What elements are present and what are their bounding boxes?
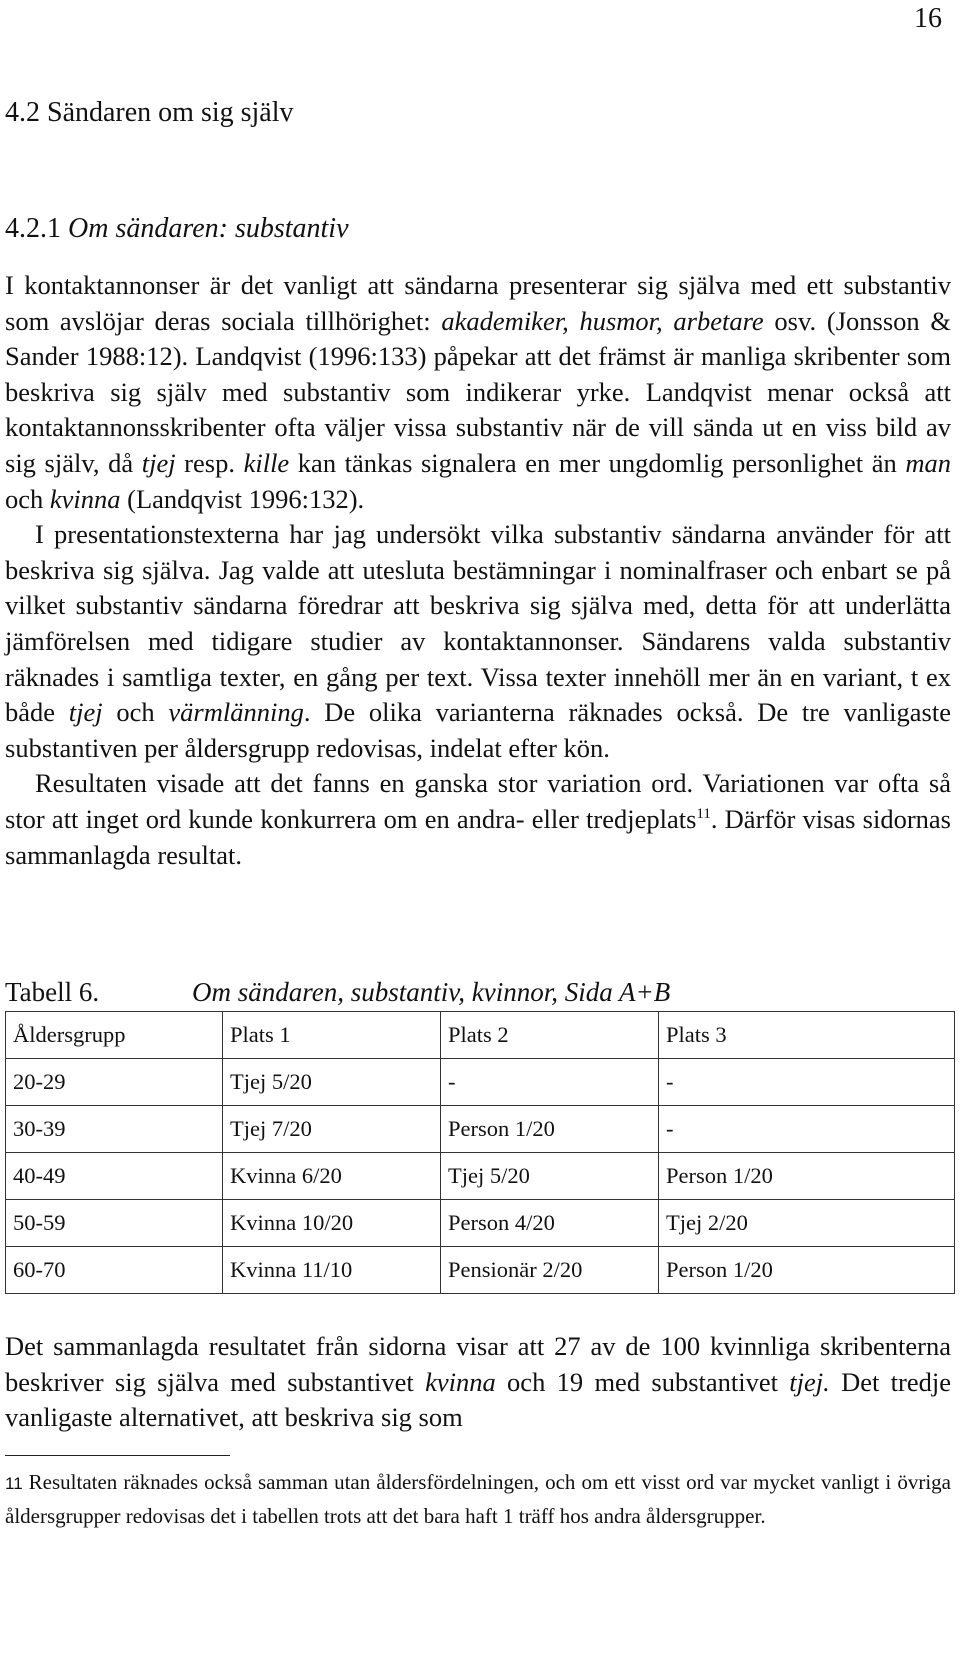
- text-span: och: [102, 697, 169, 728]
- table-row: [6, 1106, 955, 1153]
- table-label: Tabell 6.: [5, 977, 100, 1007]
- word-kvinna: kvinna: [425, 1366, 496, 1397]
- example-words: akademiker, husmor, arbetare: [441, 305, 764, 336]
- table-cell: Person 1/20: [659, 1247, 955, 1294]
- page-number: 16: [914, 3, 942, 34]
- table-cell: Pensionär 2/20: [441, 1247, 659, 1294]
- header-cell: Plats 1: [223, 1012, 441, 1059]
- footnote: [5, 1466, 951, 1533]
- text-span: och 19 med substantivet: [495, 1366, 790, 1397]
- table-cell: -: [659, 1059, 955, 1106]
- footnote-reference[interactable]: 11: [696, 806, 711, 823]
- table-cell: Person 1/20: [659, 1153, 955, 1200]
- text-span: . Därför visas sidornas sammanlagda resultat.: [5, 803, 951, 870]
- table-cell: Kvinna 11/10: [223, 1247, 441, 1294]
- subsection-heading: [5, 211, 349, 247]
- table-cell: Person 1/20: [441, 1106, 659, 1153]
- table-cell: Kvinna 6/20: [223, 1153, 441, 1200]
- table-caption: [5, 974, 671, 1010]
- table-row: [6, 1200, 955, 1247]
- table-cell: Kvinna 10/20: [223, 1200, 441, 1247]
- table-cell: 20-29: [6, 1059, 223, 1106]
- text-span: kan tänkas signalera en mer ungdomlig personlighet än: [289, 447, 906, 478]
- word-tjej: tjej: [141, 447, 176, 478]
- footnote-text: Resultaten räknades också samman utan åldersfördelningen, och om ett visst ord var mycket vanligt i övriga åldersgrupper redovisas det i tabellen trots att det bara haft 1 träff hos andra åldersgrupper.: [5, 1470, 951, 1528]
- table-row: [6, 1247, 955, 1294]
- results-table: [5, 1011, 955, 1294]
- table-row: [6, 1153, 955, 1200]
- table-cell: Tjej 2/20: [659, 1200, 955, 1247]
- text-span: och: [5, 483, 50, 514]
- text-span: Det sammanlagda resultatet från sidorna visar att 27 av de 100 kvinnliga skribenterna beskriver sig själva med substantivet: [5, 1331, 951, 1397]
- table-title: Om sändaren, substantiv, kvinnor, Sida A+B: [192, 977, 671, 1007]
- header-cell: Plats 3: [659, 1012, 955, 1059]
- word-varmlanning: värmlänning: [168, 697, 304, 728]
- text-span: . De olika varianterna räknades också. De tre vanligaste substantiven per åldersgrupp redovisas, indelat efter kön.: [5, 697, 951, 763]
- footnote-number: 11: [5, 1474, 23, 1493]
- word-kvinna: kvinna: [49, 483, 121, 514]
- text-span: I presentationstexterna har jag undersökt vilka substantiv sändarna använder för att beskriva sig själva. Jag valde att utesluta bestämningar i nominalfraser och enbart se på vilket substantiv sändarna föredrar att beskriva sig själva med, detta för att underlätta jämförelsen med tidigare studier av kontaktannonser. Sändarens valda substantiv räknades i samtliga texter, en gång per text. Vissa texter innehöll mer än en variant, t ex både: [5, 519, 951, 728]
- text-span: (Landqvist 1996:132).: [120, 483, 365, 514]
- footnote-divider: [5, 1455, 230, 1456]
- table-cell: -: [659, 1106, 955, 1153]
- table-cell: -: [441, 1059, 659, 1106]
- subsection-number: 4.2.1: [5, 213, 61, 244]
- word-man: man: [905, 447, 951, 478]
- section-heading: 4.2 Sändaren om sig själv: [5, 97, 294, 128]
- body-text: [5, 268, 951, 873]
- text-span: osv. (Jonsson & Sander 1988:12). Landqvist (1996:133) påpekar att det främst är manliga skribenter som beskriva sig själv med substantiv som indikerar yrke. Landqvist menar också att kontaktannonsskribenter ofta väljer vissa substantiv när de vill sända ut en viss bild av sig själv, då: [5, 305, 952, 478]
- table-cell: 40-49: [6, 1153, 223, 1200]
- text-span: resp.: [175, 447, 244, 478]
- table-cell: 60-70: [6, 1247, 223, 1294]
- header-cell: Plats 2: [441, 1012, 659, 1059]
- table-cell: 50-59: [6, 1200, 223, 1247]
- body-text-continued: [5, 1329, 951, 1436]
- table-cell: 30-39: [6, 1106, 223, 1153]
- table-cell: Tjej 5/20: [223, 1059, 441, 1106]
- subsection-title: Om sändaren: substantiv: [68, 213, 349, 244]
- text-span: I kontaktannonser är det vanligt att sändarna presenterar sig själva med ett substantiv som avslöjar deras sociala tillhörighet:: [5, 270, 951, 336]
- table-cell: Person 4/20: [441, 1200, 659, 1247]
- table-row: [6, 1059, 955, 1106]
- text-span: Resultaten visade att det fanns en ganska stor variation ord. Variationen var ofta så stor att inget ord kunde konkurrera om en andra- eller tredjeplats: [5, 768, 951, 834]
- word-kille: kille: [243, 447, 290, 478]
- table-header-row: [6, 1012, 955, 1059]
- table-cell: Tjej 5/20: [441, 1153, 659, 1200]
- table-cell: Tjej 7/20: [223, 1106, 441, 1153]
- word-tjej: tjej.: [789, 1366, 830, 1397]
- header-cell: Åldersgrupp: [6, 1012, 223, 1059]
- word-tjej: tjej: [68, 697, 103, 728]
- text-span: Det tredje vanligaste alternativet, att beskriva sig som: [5, 1366, 951, 1433]
